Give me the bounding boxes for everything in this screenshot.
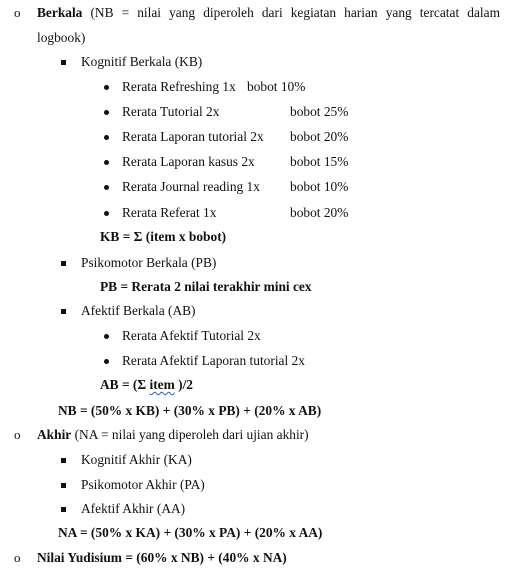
kognitif-item-weight: bobot 15% <box>290 154 349 169</box>
akhir-desc-text: (NA = nilai yang diperoleh dari ujian akhir) <box>74 427 309 442</box>
round-bullet-icon <box>104 185 109 190</box>
berkala-heading: Berkala <box>37 5 83 20</box>
square-bullet-icon <box>61 458 66 463</box>
outline-bullet-icon: o <box>14 5 21 20</box>
ab-formula-prefix: AB = (Σ <box>100 377 150 392</box>
outline-bullet-icon: o <box>14 550 21 565</box>
nb-formula: NB = (50% x KB) + (30% x PB) + (20% x AB) <box>58 403 322 418</box>
pb-formula: PB = Rerata 2 nilai terakhir mini cex <box>100 279 312 294</box>
round-bullet-icon <box>104 359 109 364</box>
kognitif-item-label: Rerata Tutorial 2x <box>122 104 220 119</box>
ab-formula-suffix: )/2 <box>174 377 194 392</box>
afektif-item-label: Rerata Afektif Tutorial 2x <box>122 328 261 343</box>
akhir-heading: Akhir <box>37 427 72 442</box>
kb-formula: KB = Σ (item x bobot) <box>100 229 227 244</box>
round-bullet-icon <box>104 160 109 165</box>
yudisium-formula: Nilai Yudisium = (60% x NB) + (40% x NA) <box>37 550 287 565</box>
kognitif-item-weight: bobot 20% <box>290 205 349 220</box>
akhir-item: Kognitif Akhir (KA) <box>81 452 192 467</box>
square-bullet-icon <box>61 309 66 314</box>
afektif-item-label: Rerata Afektif Laporan tutorial 2x <box>122 353 305 368</box>
kognitif-item-weight: bobot 25% <box>290 104 349 119</box>
kognitif-item-label: Rerata Journal reading 1x <box>122 179 260 194</box>
outline-bullet-icon: o <box>14 427 21 442</box>
round-bullet-icon <box>104 211 109 216</box>
kognitif-item-weight: bobot 20% <box>290 129 349 144</box>
afektif-berkala-title: Afektif Berkala (AB) <box>81 303 196 318</box>
berkala-desc-text: (NB = nilai yang diperoleh dari kegiatan harian yang tercatat dalam <box>90 5 500 20</box>
psikomotor-berkala-title: Psikomotor Berkala (PB) <box>81 255 217 270</box>
kognitif-item-label: Rerata Refreshing 1x <box>122 79 236 94</box>
kognitif-item-weight: bobot 10% <box>290 179 349 194</box>
kognitif-berkala-title: Kognitif Berkala (KB) <box>81 54 203 69</box>
ab-formula-item-word: item <box>149 377 175 392</box>
round-bullet-icon <box>104 110 109 115</box>
kognitif-item-label: Rerata Laporan kasus 2x <box>122 154 255 169</box>
akhir-item: Afektif Akhir (AA) <box>81 501 186 516</box>
round-bullet-icon <box>104 85 109 90</box>
akhir-description <box>37 427 309 443</box>
kognitif-item-label: Rerata Laporan tutorial 2x <box>122 129 264 144</box>
square-bullet-icon <box>61 483 66 488</box>
berkala-description-line-2: logbook) <box>37 30 86 45</box>
round-bullet-icon <box>104 135 109 140</box>
square-bullet-icon <box>61 507 66 512</box>
kognitif-item-weight: bobot 10% <box>247 79 306 94</box>
na-formula: NA = (50% x KA) + (30% x PA) + (20% x AA) <box>58 525 323 540</box>
kognitif-item-label: Rerata Referat 1x <box>122 205 217 220</box>
akhir-item: Psikomotor Akhir (PA) <box>81 477 205 492</box>
square-bullet-icon <box>61 60 66 65</box>
square-bullet-icon <box>61 261 66 266</box>
round-bullet-icon <box>104 334 109 339</box>
berkala-description-line-1 <box>37 5 500 21</box>
ab-formula <box>100 377 193 393</box>
